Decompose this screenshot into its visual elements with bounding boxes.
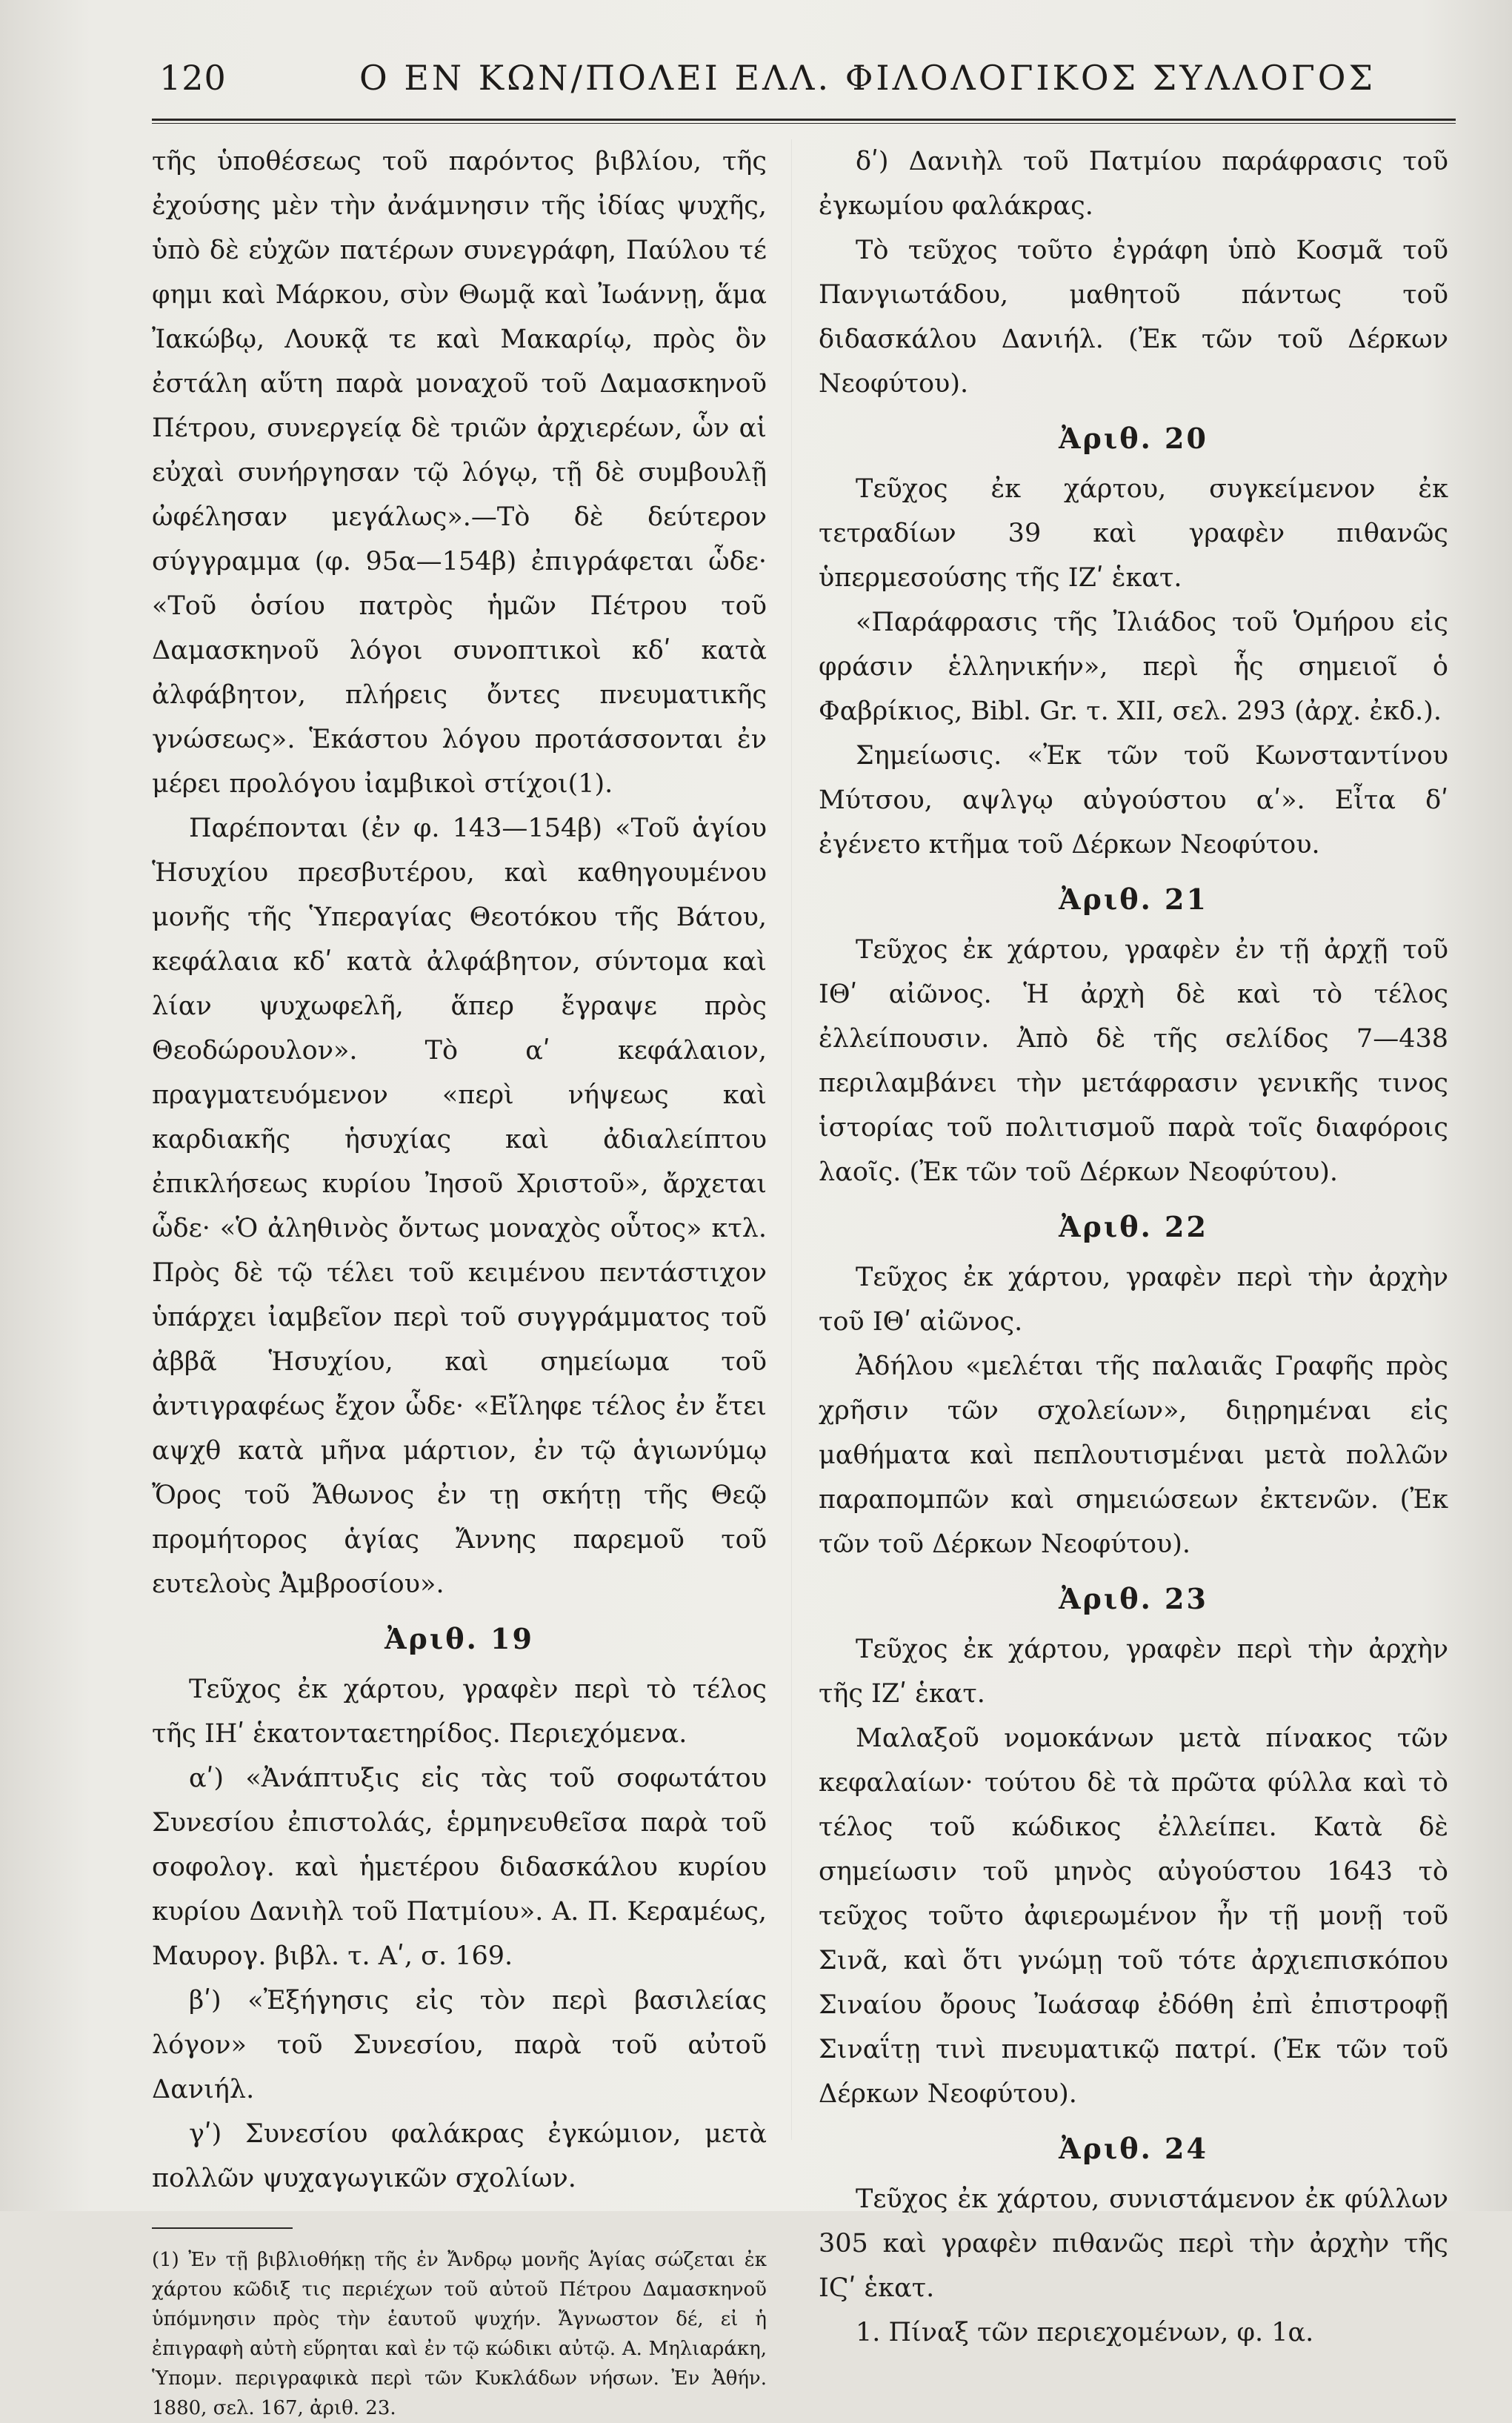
right-paragraph-4: «Παράφρασις τῆς Ἰλιάδος τοῦ Ὁμήρου εἰς φράσιν ἑλληνικήν», περὶ ἧς σημειοῖ ὁ Φαβρίκιος, Bibl. Gr. τ. XII, σελ. 293 (ἀρχ. ἐκδ.).	[819, 608, 1448, 726]
column-gutter	[791, 139, 792, 2140]
right-paragraph-10: Μαλαξοῦ νομοκάνων μετὰ πίνακος τῶν κεφαλαίων· τούτου δὲ τὰ πρῶτα φύλλα καὶ τὸ τέλος τοῦ κώδικος ἐλλείπει. Κατὰ δὲ σημείωσιν τοῦ μηνὸς αὐγούστου 1643 τὸ τεῦχος τοῦτο ἀφιερωμένον ἦν τῇ μονῇ τοῦ Σινᾶ, καὶ ὅτι γνώμῃ τοῦ τότε ἀρχιεπισκόπου Σιναίου ὄρους Ἰωάσαφ ἐδόθη ἐπὶ ἐπιστροφῇ Σιναΐτῃ τινὶ πνευματικῷ πατρί. (Ἐκ τῶν τοῦ Δέρκων Νεοφύτου).	[819, 1724, 1448, 2109]
right-paragraph-9: Τεῦχος ἐκ χάρτου, γραφὲν περὶ τὴν ἀρχὴν τῆς ΙΖʹ ἑκατ.	[819, 1635, 1448, 1709]
page-number: 120	[159, 58, 227, 98]
left-paragraph-6: γʹ) Συνεσίου φαλάκρας ἐγκώμιον, μετὰ πολλῶν ψυχαγωγικῶν σχολίων.	[152, 2119, 767, 2193]
right-paragraph-7: Τεῦχος ἐκ χάρτου, γραφὲν περὶ τὴν ἀρχὴν τοῦ ΙΘʹ αἰῶνος.	[819, 1263, 1448, 1337]
right-paragraph-12: 1. Πίναξ τῶν περιεχομένων, φ. 1α.	[856, 2318, 1314, 2347]
right-paragraph-5: Σημείωσις. «Ἐκ τῶν τοῦ Κωνσταντίνου Μύτσου, αψλγῳ αὐγούστου αʹ». Εἶτα δʹ ἐγένετο κτῆμα τοῦ Δέρκων Νεοφύτου.	[819, 741, 1448, 860]
heading-item-22: Ἀριθ. 22	[1059, 1210, 1208, 1243]
right-paragraph-1: δʹ) Δανιὴλ τοῦ Πατμίου παράφρασις τοῦ ἐγκωμίου φαλάκρας.	[819, 147, 1448, 221]
left-paragraph-1: τῆς ὑποθέσεως τοῦ παρόντος βιβλίου, τῆς ἐχούσης μὲν τὴν ἀνάμνησιν τῆς ἰδίας ψυχῆς, ὑπὸ δὲ εὐχῶν πατέρων συνεγράφη, Παύλου τέ φημι καὶ Μάρκου, σὺν Θωμᾷ καὶ Ἰωάννῃ, ἅμα Ἰακώβῳ, Λουκᾷ τε καὶ Μακαρίῳ, πρὸς ὃν ἐστάλη αὕτη παρὰ μοναχοῦ τοῦ Δαμασκηνοῦ Πέτρου, συνεργείᾳ δὲ τριῶν ἀρχιερέων, ὧν αἱ εὐχαὶ συνήργησαν τῷ λόγῳ, τῇ δὲ συμβουλῇ ὠφέλησαν μεγάλως».—Τὸ δὲ δεύτερον σύγγραμμα (φ. 95α—154β) ἐπιγράφεται ὧδε· «Τοῦ ὁσίου πατρὸς ἡμῶν Πέτρου τοῦ Δαμασκηνοῦ λόγοι συνοπτικοὶ κδʹ κατὰ ἀλφάβητον, πλήρεις ὄντες πνευματικῆς γνώσεως». Ἑκάστου λόγου προτάσσονται ἐν μέρει προλόγου ἰαμβικοὶ στίχοι(1).	[152, 147, 767, 799]
left-paragraph-5: βʹ) «Ἐξήγησις εἰς τὸν περὶ βασιλείας λόγον» τοῦ Συνεσίου, παρὰ τοῦ αὐτοῦ Δανιήλ.	[152, 1986, 767, 2104]
heading-item-20: Ἀριθ. 20	[1059, 422, 1208, 455]
left-paragraph-2: Παρέπονται (ἐν φ. 143—154β) «Τοῦ ἁγίου Ἡσυχίου πρεσβυτέρου, καὶ καθηγουμένου μονῆς τῆς Ὑπεραγίας Θεοτόκου τῆς Βάτου, κεφάλαια κδʹ κατὰ ἀλφάβητον, σύντομα καὶ λίαν ψυχωφελῆ, ἅπερ ἔγραψε πρὸς Θεοδώρουλον». Τὸ αʹ κεφάλαιον, πραγματευόμενον «περὶ νήψεως καὶ καρδιακῆς ἡσυχίας καὶ ἀδιαλείπτου ἐπικλήσεως κυρίου Ἰησοῦ Χριστοῦ», ἄρχεται ὧδε· «Ὁ ἀληθινὸς ὄντως μοναχὸς οὗτος» κτλ. Πρὸς δὲ τῷ τέλει τοῦ κειμένου πεντάστιχον ὑπάρχει ἰαμβεῖον περὶ τοῦ συγγράμματος τοῦ ἀββᾶ Ἡσυχίου, καὶ σημείωμα τοῦ ἀντιγραφέως ἔχον ὧδε· «Εἴληφε τέλος ἐν ἔτει αψχθ κατὰ μῆνα μάρτιον, ἐν τῷ ἁγιωνύμῳ Ὄρος τοῦ Ἄθωνος ἐν τῃ σκήτῃ τῆς Θεῷ προμήτορος ἁγίας Ἄννης παρεμοῦ τοῦ ευτελοὺς Ἀμβροσίου».	[152, 814, 767, 1599]
header-rule-thin	[152, 123, 1456, 124]
right-paragraph-6: Τεῦχος ἐκ χάρτου, γραφὲν ἐν τῇ ἀρχῇ τοῦ ΙΘʹ αἰῶνος. Ἡ ἀρχὴ δὲ καὶ τὸ τέλος ἐλλείπουσιν. Ἀπὸ δὲ τῆς σελίδος 7—438 περιλαμβάνει τὴν μετάφρασιν γενικῆς τινος ἱστορίας τοῦ πολιτισμοῦ παρὰ τοῖς διαφόροις λαοῖς. (Ἐκ τῶν τοῦ Δέρκων Νεοφύτου).	[819, 935, 1448, 1187]
left-column	[152, 139, 767, 2423]
right-paragraph-2: Τὸ τεῦχος τοῦτο ἐγράφη ὑπὸ Κοσμᾶ τοῦ Πανγιωτάδου, μαθητοῦ πάντως τοῦ διδασκάλου Δανιήλ. (Ἐκ τῶν τοῦ Δέρκων Νεοφύτου).	[819, 236, 1448, 399]
running-title: Ο ΕΝ ΚΩΝ/ΠΟΛΕΙ ΕΛΛ. ΦΙΛΟΛΟΓΙΚΟΣ ΣΥΛΛΟΓΟΣ	[359, 58, 1376, 98]
heading-item-19: Ἀριθ. 19	[384, 1622, 534, 1655]
heading-item-21: Ἀριθ. 21	[1059, 883, 1208, 916]
right-column	[819, 139, 1448, 2355]
footnote-rule	[152, 2227, 293, 2229]
right-paragraph-3: Τεῦχος ἐκ χάρτου, συγκείμενον ἐκ τετραδίων 39 καὶ γραφὲν πιθανῶς ὑπερμεσούσης τῆς ΙΖʹ ἑκατ.	[819, 474, 1448, 593]
footnote: (1) Ἐν τῇ βιβλιοθήκῃ τῆς ἐν Ἄνδρῳ μονῆς Ἁγίας σώζεται ἐκ χάρτου κῶδιξ τις περιέχων τοῦ αὐτοῦ Πέτρου Δαμασκηνοῦ ὑπόμνησιν πρὸς τὴν ἑαυτοῦ ψυχήν. Ἄγνωστον δέ, εἰ ἡ ἐπιγραφὴ αὐτὴ εὕρηται καὶ ἐν τῷ κώδικι αὐτῷ. Α. Μηλιαράκη, Ὑπομν. περιγραφικὰ περὶ τῶν Κυκλάδων νήσων. Ἐν Ἀθήν. 1880, σελ. 167, ἀριθ. 23.	[152, 2249, 767, 2419]
left-paragraph-3: Τεῦχος ἐκ χάρτου, γραφὲν περὶ τὸ τέλος τῆς ΙΗʹ ἑκατονταετηρίδος. Περιεχόμενα.	[152, 1675, 767, 1749]
right-paragraph-8: Ἀδήλου «μελέται τῆς παλαιᾶς Γραφῆς πρὸς χρῆσιν τῶν σχολείων», διῃρημέναι εἰς μαθήματα καὶ πεπλουτισμέναι μετὰ πολλῶν παραπομπῶν καὶ σημειώσεων ἐκτενῶν. (Ἐκ τῶν τοῦ Δέρκων Νεοφύτου).	[819, 1352, 1448, 1559]
header-rule	[152, 119, 1456, 121]
heading-item-23: Ἀριθ. 23	[1059, 1582, 1208, 1615]
left-paragraph-4: αʹ) «Ἀνάπτυξις εἰς τὰς τοῦ σοφωτάτου Συνεσίου ἐπιστολάς, ἑρμηνευθεῖσα παρὰ τοῦ σοφολογ. καὶ ἡμετέρου διδασκάλου κυρίου κυρίου Δανιὴλ τοῦ Πατμίου». Α. Π. Κεραμέως, Μαυρογ. βιβλ. τ. Αʹ, σ. 169.	[152, 1764, 767, 1971]
heading-item-24: Ἀριθ. 24	[1059, 2132, 1208, 2165]
right-paragraph-11: Τεῦχος ἐκ χάρτου, συνιστάμενον ἐκ φύλλων 305 καὶ γραφὲν πιθανῶς περὶ τὴν ἀρχὴν τῆς ΙϚʹ ἑκατ.	[819, 2184, 1448, 2303]
page-header	[159, 58, 1448, 117]
